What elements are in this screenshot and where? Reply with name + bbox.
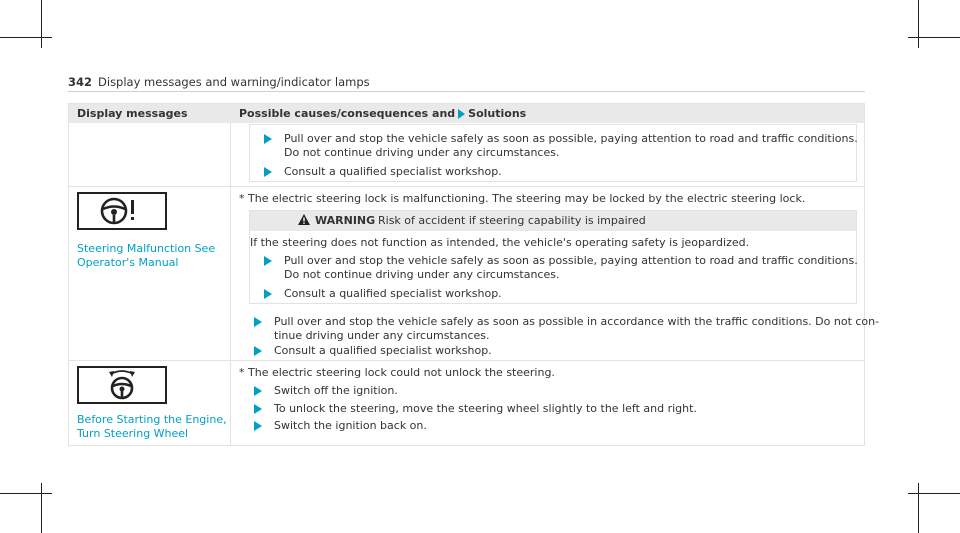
arrow-icon	[254, 386, 262, 396]
warning-body: If the steering does not function as intended, the vehicle's operating safety is jeopardized.	[250, 236, 750, 249]
col-header-causes: Possible causes/consequences and Solutions	[239, 107, 527, 120]
steering-wheel-turn-icon	[79, 368, 165, 402]
arrow-icon	[254, 404, 262, 414]
display-icon-box	[77, 192, 167, 230]
page-number: 342	[68, 75, 93, 89]
arrow-icon	[264, 289, 272, 299]
crop-mark	[41, 0, 42, 48]
arrow-icon	[264, 134, 272, 144]
crop-mark	[908, 493, 960, 494]
display-icon-box	[77, 366, 167, 404]
warning-label: WARNING	[315, 214, 376, 227]
crop-mark	[918, 483, 919, 533]
page-title: Display messages and warning/indicator lamps	[98, 75, 370, 89]
arrow-icon	[264, 167, 272, 177]
row-divider	[69, 360, 864, 361]
arrow-icon	[458, 109, 465, 119]
cause-text: * The electric steering lock could not unlock the steering.	[239, 366, 555, 379]
crop-mark	[41, 483, 42, 533]
message-text: Steering Malfunction See Operator's Manual	[77, 242, 216, 269]
table-header	[69, 104, 864, 123]
arrow-icon	[254, 421, 262, 431]
crop-mark	[918, 0, 919, 48]
header-rule	[68, 91, 865, 92]
crop-mark	[908, 37, 960, 38]
warning-header	[250, 211, 856, 231]
arrow-icon	[264, 256, 272, 266]
row-divider	[69, 186, 864, 187]
warning-text: Risk of accident if steering capability is impaired	[378, 214, 646, 227]
steering-wheel-exclamation-icon	[79, 194, 165, 228]
message-text: Before Starting the Engine, Turn Steering Wheel	[77, 413, 227, 440]
page-header	[68, 75, 370, 89]
arrow-icon	[254, 346, 262, 356]
crop-mark	[0, 37, 52, 38]
warning-triangle-icon	[298, 214, 310, 226]
arrow-icon	[254, 317, 262, 327]
crop-mark	[0, 493, 52, 494]
column-divider	[230, 123, 231, 445]
messages-table: Display messages Possible causes/consequences and Solutions Pull over and stop the vehicle safely as soon as possible, paying attention to road and traffic conditions. Do not continue driving under any circumstances. Consult a qualified specialist workshop. Steering Malfunction See Operator's Manual * The electric steering lock is malfunctioning. The steering may be locked by the electric steering lock. WARNING Risk of accident if steering capability is impaired If the steering does not function as intended, the vehicle's operating safety is jeopardized. Pull over and stop the vehicle safely as soon as possible, paying attention to road and traffic conditions. Do not continue driving under any circumstances. Consult a qualified specialist workshop. Pull over and stop the vehicle safely as soon as possible in accordance with the traffic conditions. Do not con- tinue driving under any circumstances. Consult a qualified specialist workshop. Before Starting the Engine, Turn Steering Wheel * The electric steering lock could not unlock the steering. Switch off the ignition. To unlock the steering, move the steering wheel slightly to the left and right. Switch the ignition back on.	[68, 103, 865, 446]
cause-text: * The electric steering lock is malfunctioning. The steering may be locked by the electric steering lock.	[239, 192, 806, 205]
col-header-messages: Display messages	[77, 107, 188, 120]
